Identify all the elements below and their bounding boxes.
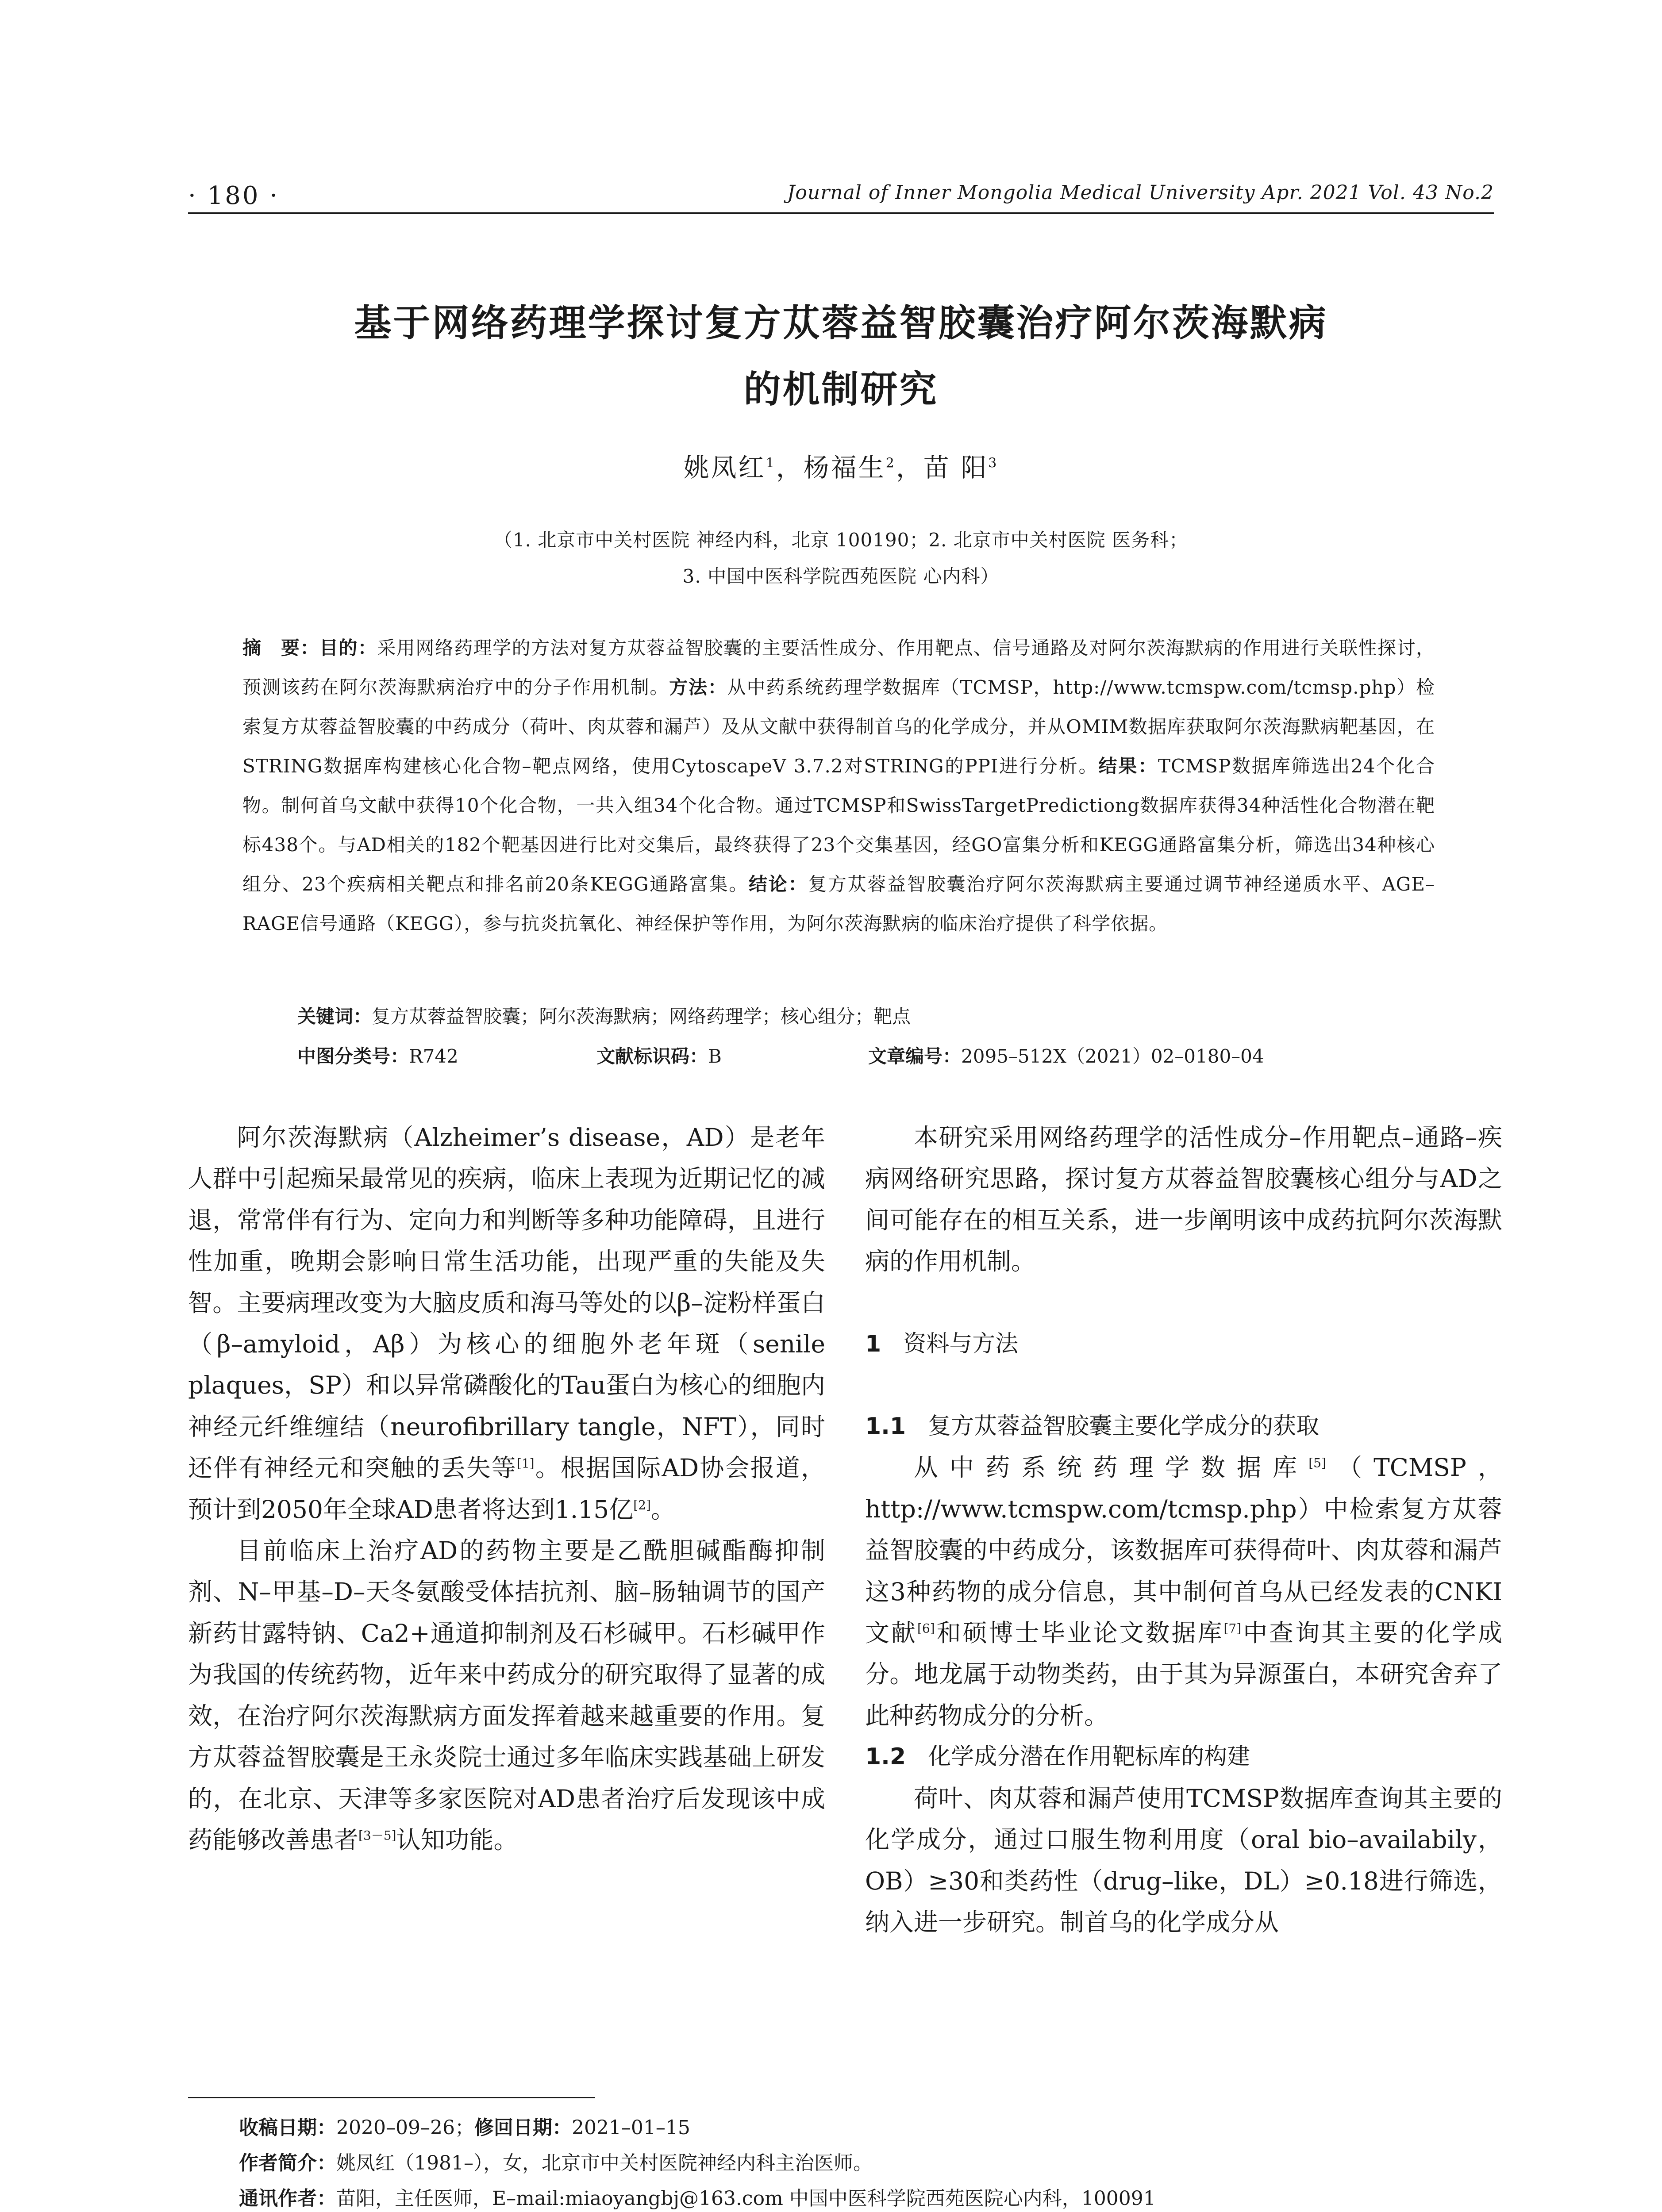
section-heading: 1 资料与方法	[865, 1330, 1019, 1357]
methods-label: 方法：	[669, 676, 727, 698]
author-name: 杨福生	[803, 453, 886, 483]
abstract-label: 摘 要：	[242, 637, 319, 659]
subsection-heading: 1.2 化学成分潜在作用靶标库的构建	[865, 1743, 1250, 1770]
citation-ref: [6]	[917, 1621, 935, 1636]
abstract-methods: 从中药系统药理学数据库（TCMSP，http://www.tcmspw.com/tcmsp.php）检索复方苁蓉益智胶囊的中药成分（荷叶、肉苁蓉和漏芦）及从文献中获得制首乌的化学成分，并从OMIM数据库获取阿尔茨海默病靶基因，在STRING数据库构建核心化合物–靶点网络，使用CytoscapeV 3.7.2对STRING的PPI进行分析。	[242, 676, 1435, 777]
conclusion-label: 结论：	[748, 873, 808, 895]
body-paragraph: 荷叶、肉苁蓉和漏芦使用TCMSP数据库查询其主要的化学成分，通过口服生物利用度（oral bio–availabily，OB）≥30和类药性（drug–like，DL）≥0.18进行筛选，纳入进一步研究。制首乌的化学成分从	[865, 1784, 1502, 1936]
author-sep: ，	[776, 453, 804, 483]
author-name: 姚凤红	[683, 453, 766, 483]
body-paragraph: 阿尔茨海默病（Alzheimer’s disease，AD）是老年人群中引起痴呆最常见的疾病，临床上表现为近期记忆的减退，常常伴有行为、定向力和判断等多种功能障碍，且进行性加重，晚期会影响日常生活功能，出现严重的失能及失智。主要病理改变为大脑皮质和海马等处的以β–淀粉样蛋白（β–amyloid，Aβ）为核心的细胞外老年斑（senile plaques，SP）和以异常磷酸化的Tau蛋白为核心的细胞内神经元纤维缠结（neurofibrillary tangle，NFT），同时还伴有神经元和突触的丢失等[1]。根据国际AD协会报道，预计到2050年全球AD患者将达到1.15亿[2]。	[188, 1123, 825, 1524]
affiliation-line: （1. 北京市中关村医院 神经内科，北京 100190；2. 北京市中关村医院 医务科；	[493, 529, 1189, 551]
citation-ref: [7]	[1223, 1621, 1242, 1636]
classification-row	[297, 1042, 1430, 1068]
article-title	[188, 290, 1494, 422]
footnote-rule	[188, 2097, 595, 2098]
header-rule	[188, 212, 1494, 214]
received-dates: 收稿日期：2020–09–26；修回日期：2021–01–15	[239, 2116, 690, 2139]
keywords	[297, 1002, 1430, 1029]
body-column-right	[865, 1117, 1502, 1943]
abstract-objective: 采用网络药理学的方法对复方苁蓉益智胶囊的主要活性成分、作用靶点、信号通路及对阿尔茨海默病的作用进行关联性探讨，预测该药在阿尔茨海默病治疗中的分子作用机制。	[242, 637, 1435, 698]
affiliation-line: 3. 中国中医科学院西苑医院 心内科）	[682, 565, 1000, 587]
body-column-left	[188, 1117, 825, 1861]
title-line-2: 的机制研究	[743, 368, 939, 411]
journal-header: Journal of Inner Mongolia Medical University Apr. 2021 Vol. 43 No.2	[787, 181, 1494, 204]
author-affil-mark: 3	[988, 455, 999, 471]
corresponding-author: 通讯作者：苗阳，主任医师，E–mail:miaoyangbj@163.com 中国中医科学院西苑医院心内科，100091	[239, 2187, 1156, 2210]
results-label: 结果：	[1098, 755, 1158, 777]
author-list	[188, 447, 1494, 484]
body-paragraph: 从中药系统药理学数据库[5]（TCMSP，http://www.tcmspw.com/tcmsp.php）中检索复方苁蓉益智胶囊的中药成分，该数据库可获得荷叶、肉苁蓉和漏芦这3种药物的成分信息，其中制何首乌从已经发表的CNKI文献[6]和硕博士毕业论文数据库[7]中查询其主要的化学成分。地龙属于动物类药，由于其为异源蛋白，本研究舍弃了此种药物成分的分析。	[865, 1453, 1502, 1730]
document-code: 文献标识码：B	[596, 1045, 722, 1067]
abstract	[242, 628, 1435, 943]
author-affil-mark: 2	[885, 455, 896, 471]
citation-ref: [3－5]	[358, 1828, 396, 1843]
subsection-heading: 1.1 复方苁蓉益智胶囊主要化学成分的获取	[865, 1413, 1320, 1440]
objective-label: 目的：	[319, 637, 377, 659]
title-line-1: 基于网络药理学探讨复方苁蓉益智胶囊治疗阿尔茨海默病	[354, 301, 1328, 345]
citation-ref: [5]	[1308, 1456, 1326, 1471]
keywords-label: 关键词：	[297, 1006, 372, 1027]
author-bio: 作者简介：姚凤红（1981–），女，北京市中关村医院神经内科主治医师。	[239, 2152, 873, 2174]
citation-ref: [2]	[633, 1498, 651, 1513]
author-name: 苗 阳	[923, 453, 989, 483]
article-number: 文章编号：2095–512X（2021）02–0180–04	[868, 1045, 1264, 1067]
citation-ref: [1]	[516, 1456, 535, 1471]
body-paragraph: 目前临床上治疗AD的药物主要是乙酰胆碱酯酶抑制剂、N–甲基–D–天冬氨酸受体拮抗剂、脑–肠轴调节的国产新药甘露特钠、Ca2+通道抑制剂及石杉碱甲。石杉碱甲作为我国的传统药物，近年来中药成分的研究取得了显著的成效，在治疗阿尔茨海默病方面发挥着越来越重要的作用。复方苁蓉益智胶囊是王永炎院士通过多年临床实践基础上研发的，在北京、天津等多家医院对AD患者治疗后发现该中成药能够改善患者[3－5]认知功能。	[188, 1536, 825, 1854]
body-paragraph: 本研究采用网络药理学的活性成分–作用靶点–通路–疾病网络研究思路，探讨复方苁蓉益智胶囊核心组分与AD之间可能存在的相互关系，进一步阐明该中成药抗阿尔茨海默病的作用机制。	[865, 1123, 1502, 1276]
abstract-results: TCMSP数据库筛选出24个化合物。制何首乌文献中获得10个化合物，一共入组34个化合物。通过TCMSP和SwissTargetPredictiong数据库获得34种活性化合物潜在靶标438个。与AD相关的182个靶基因进行比对交集后，最终获得了23个交集基因，经GO富集分析和KEGG通路富集分析，筛选出34种核心组分、23个疾病相关靶点和排名前20条KEGG通路富集。	[242, 755, 1435, 895]
author-sep: ，	[896, 453, 923, 483]
abstract-conclusion: 复方苁蓉益智胶囊治疗阿尔茨海默病主要通过调节神经递质水平、AGE–RAGE信号通路（KEGG），参与抗炎抗氧化、神经保护等作用，为阿尔茨海默病的临床治疗提供了科学依据。	[242, 873, 1435, 934]
footnotes	[239, 2110, 1156, 2212]
page-number: · 180 ·	[188, 181, 280, 210]
keywords-value: 复方苁蓉益智胶囊；阿尔茨海默病；网络药理学；核心组分；靶点	[372, 1006, 911, 1027]
clc-number: 中图分类号：R742	[297, 1045, 458, 1067]
author-affil-mark: 1	[766, 455, 776, 471]
affiliations	[188, 522, 1494, 595]
